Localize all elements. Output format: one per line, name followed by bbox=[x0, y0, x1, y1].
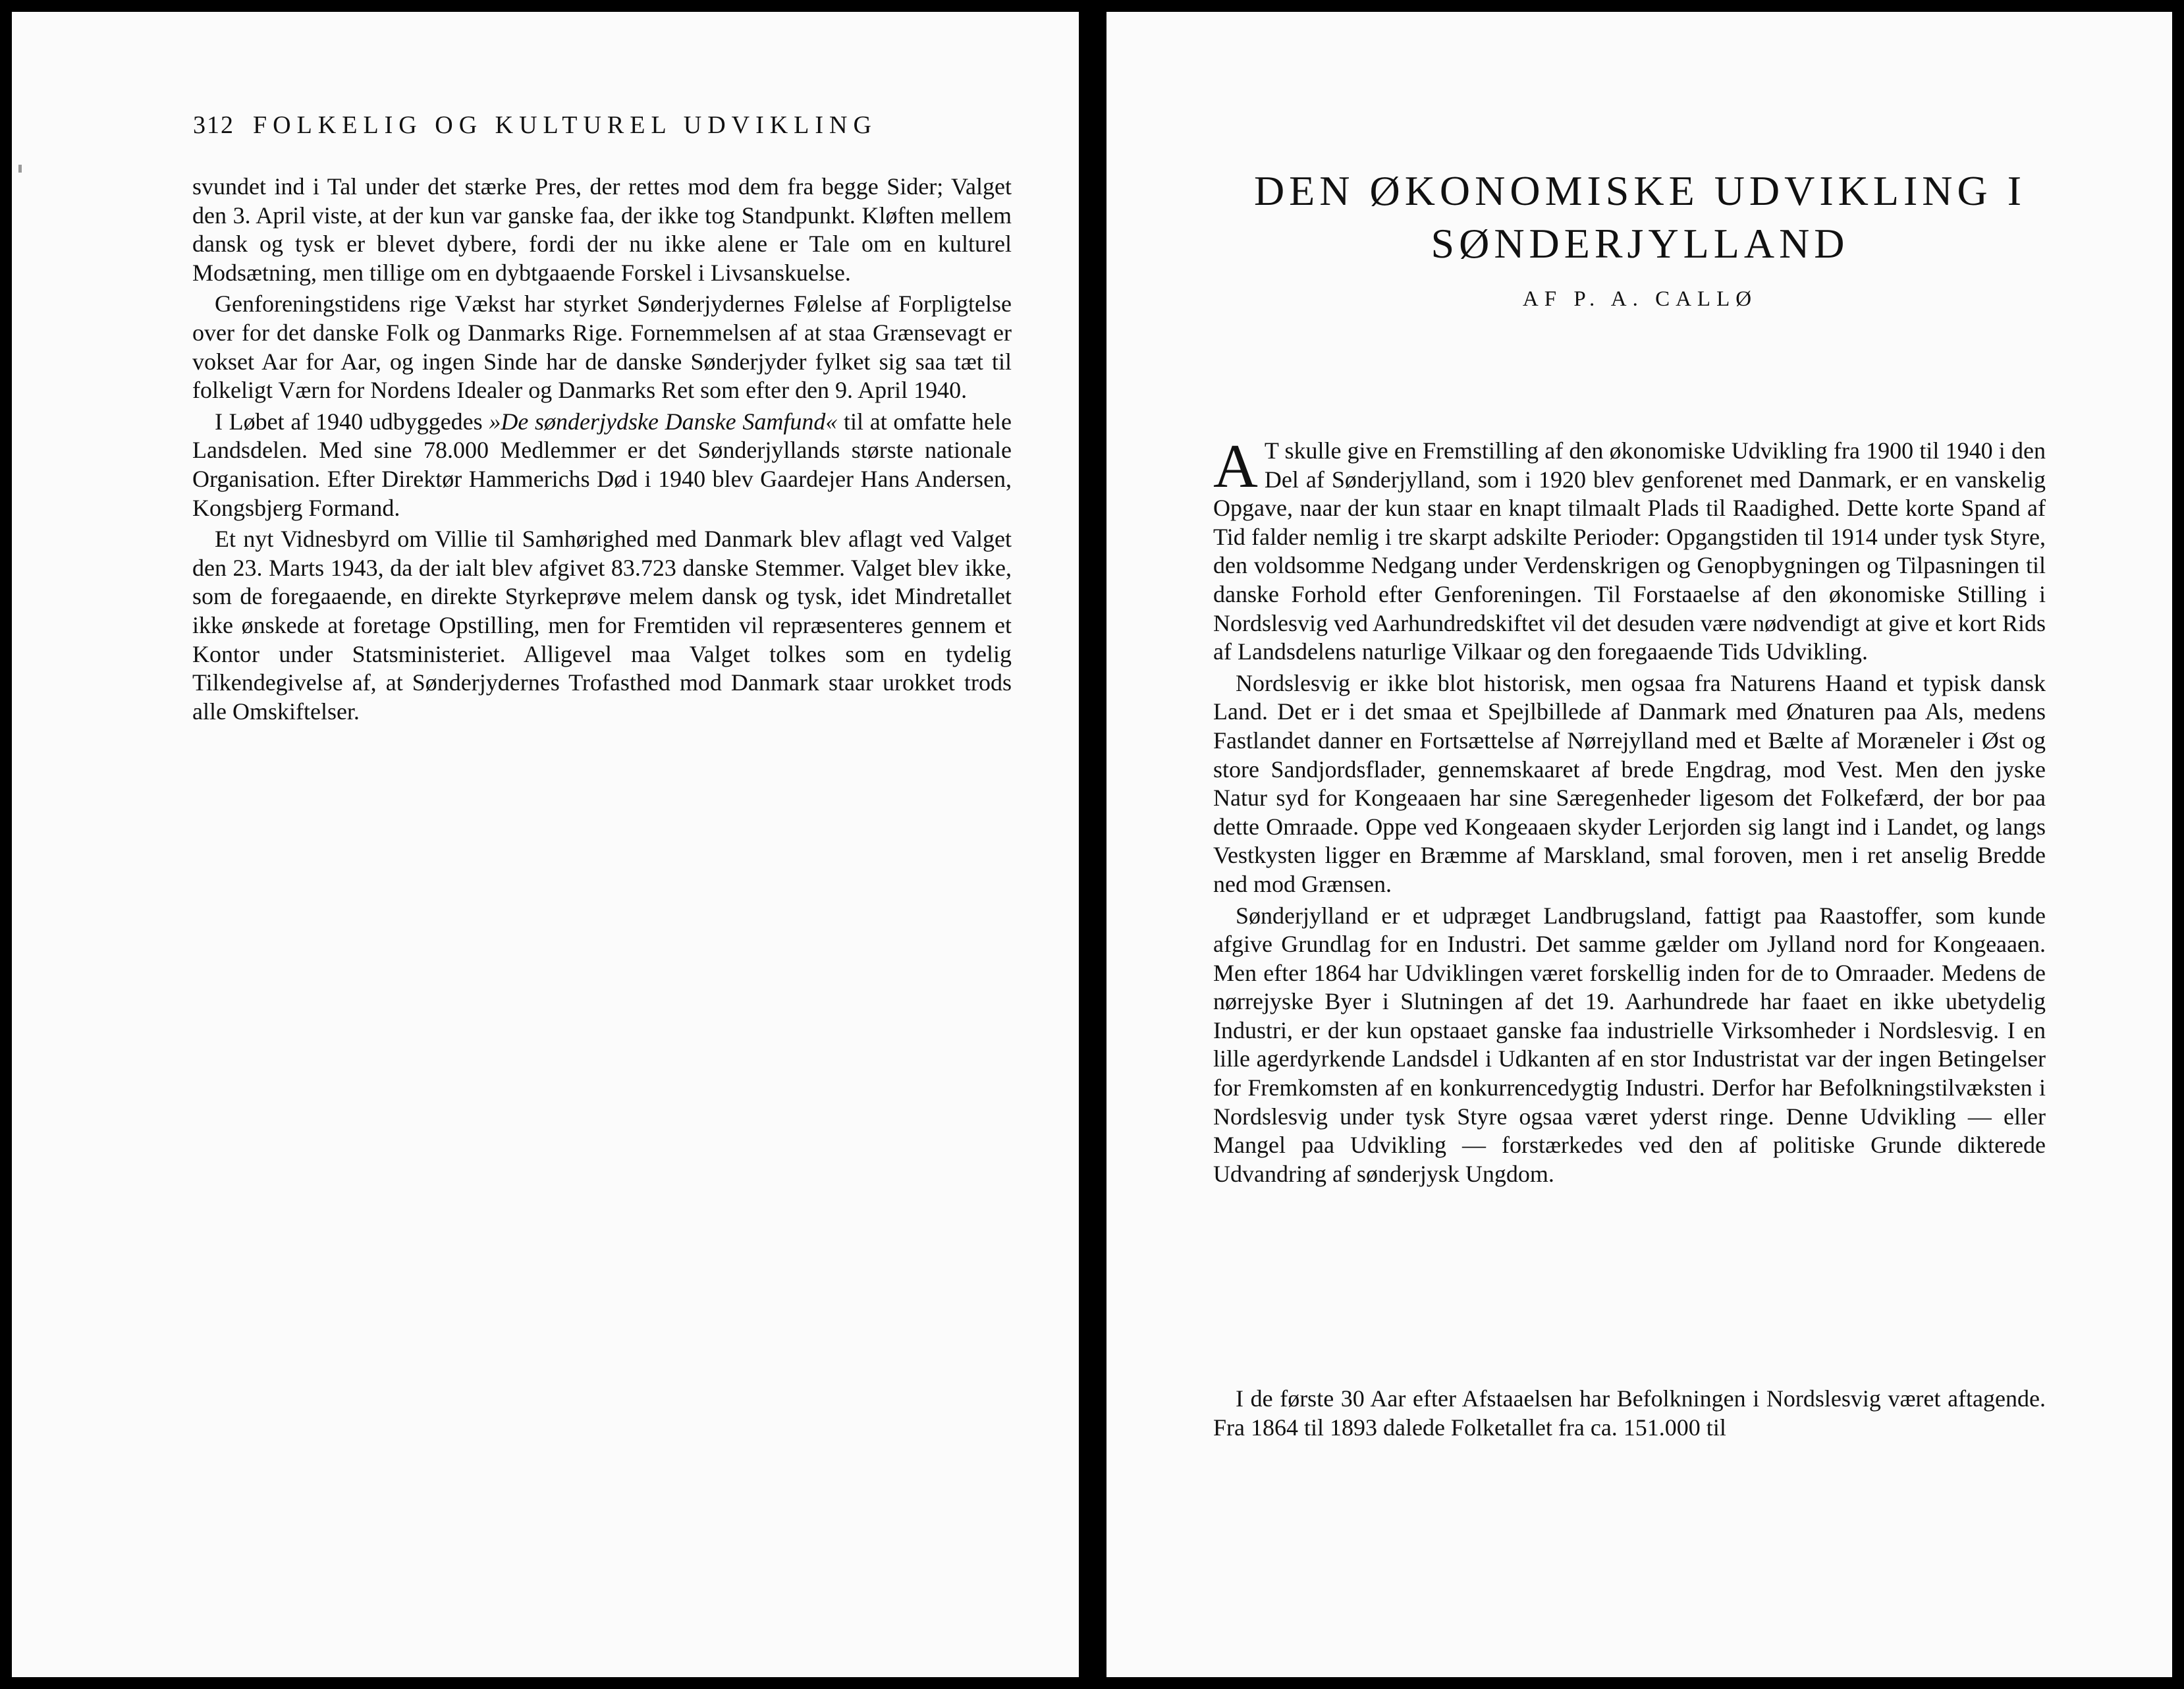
text-run: til at omfatte hele Landsdelen. Med sine 78.000 Medlemmer er det Sønderjyllands største nationale Organisation. Efter Direktør Hammerichs Død i 1940 blev Gaardejer Hans Andersen, Kongsbjerg Formand. bbox=[192, 408, 1012, 521]
title-line: SØNDERJYLLAND bbox=[1431, 220, 1849, 267]
paragraph: Sønderjylland er et udpræget Landbrugsland, fattigt paa Raastoffer, som kunde afgive Grundlag for en Industri. Det samme gælder om Jylland nord for Kongeaaen. Men efter 1864 har Udviklingen været forskellig inden for de to Omraader. Medens de nørrejyske Byer i Slutningen af det 19. Aarhundrede har faaet en ikke ubetydelig Industri, er der kun opstaaet ganske faa industrielle Virksomheder i Nordslesvig. I en lille agerdyrkende Landsdel i Udkanten af en stor Industristat var der ingen Betingelser for Fremkomsten af en konkurrencedygtig Industri. Derfor har Befolkningstilvæksten i Nordslesvig under tysk Styre ogsaa været yderst ringe. Denne Udvikling — eller Mangel paa Udvikling — forstærkedes ved den af politiske Grunde dikterede Udvandring af sønderjysk Ungdom. bbox=[1213, 902, 2046, 1187]
left-page bbox=[12, 12, 1079, 1677]
italic-title: »De sønderjydske Danske Samfund« bbox=[489, 408, 838, 435]
paragraph bbox=[1213, 432, 2046, 667]
drop-cap: A bbox=[1213, 432, 1258, 501]
running-head-title: FOLKELIG OG KULTUREL UDVIKLING bbox=[253, 111, 877, 139]
right-body-text-end bbox=[1213, 1385, 2046, 1445]
paragraph: svundet ind i Tal under det stærke Pres, der rettes mod dem fra begge Sider; Valget den 3. April viste, at der kun var ganske faa, der ikke tog Standpunkt. Kløften mellem dansk og tysk er blevet dybere, fordi der nu ikke alene er Tale om en kulturel Modsætning, men tillige om en dybtgaaende Forskel i Livsanskuelse. bbox=[192, 173, 1012, 286]
title-line: DEN ØKONOMISKE UDVIKLING I bbox=[1253, 167, 2027, 214]
paragraph: Genforeningstidens rige Vækst har styrket Sønderjydernes Følelse af Forpligtelse over for det danske Folk og Danmarks Rige. Fornemmelsen af at staa Grænsevagt er vokset Aar for Aar, og ingen Sinde har de danske Sønderjyder fylket sig saa tæt til folkeligt Værn for Nordens Idealer og Danmarks Ret som efter den 9. April 1940. bbox=[192, 291, 1012, 404]
page-margin-mark bbox=[18, 165, 22, 173]
paragraph bbox=[192, 408, 1012, 522]
text-run: I Løbet af 1940 udbyggedes bbox=[215, 408, 489, 435]
running-head bbox=[193, 111, 877, 140]
right-body-text bbox=[1213, 432, 2046, 1191]
page-number: 312 bbox=[193, 111, 234, 139]
right-page bbox=[1106, 12, 2172, 1677]
byline: AF P. A. CALLØ bbox=[1522, 287, 1758, 311]
text-run: T skulle give en Fremstilling af den økonomiske Udvikling fra 1900 til 1940 i den Del af Sønderjylland, som i 1920 blev genforenet med Danmark, er en vanskelig Opgave, naar der kun staar en knapt tilmaalt Plads til Raadighed. Dette korte Spand af Tid falder nemlig i tre skarpt adskilte Perioder: Opgangstiden til 1914 under tysk Styre, den voldsomme Nedgang under Verdenskrigen og Genopbygningen og Tilpasningen til danske Forhold efter Genforeningen. Til Forstaaelse af den økonomiske Stilling i Nordslesvig ved Aarhundredskiftet vil det desuden være nødvendigt at give et kort Rids af Landsdelens naturlige Vilkaar og den foregaaende Tids Udvikling. bbox=[1213, 437, 2046, 665]
paragraph: Et nyt Vidnesbyrd om Villie til Samhørighed med Danmark blev aflagt ved Valget den 23. Marts 1943, da der ialt blev afgivet 83.723 danske Stemmer. Valget blev ikke, som de foregaaende, en direkte Styrkeprøve melem dansk og tysk, idet Mindretallet ikke ønskede at foretage Opstilling, men for Fremtiden vil repræsenteres gennem et Kontor under Statsministeriet. Alligevel maa Valget tolkes som en tydelig Tilkendegivelse af, at Sønderjydernes Trofasthed mod Danmark staar urokket trods alle Omskiftelser. bbox=[192, 526, 1012, 725]
paragraph: Nordslesvig er ikke blot historisk, men ogsaa fra Naturens Haand et typisk dansk Land. Det er i det smaa et Spejlbillede af Danmark med Ønaturen paa Als, medens Fastlandet danner en Fortsættelse af Nørrejylland med et Bælte af Moræneler i Øst og store Sandjordsflader, gennemskaaret af brede Engdrag, mod Vest. Men den jyske Natur syd for Kongeaaen har sine Særegenheder ligesom det Folkefærd, der bor paa dette Omraade. Oppe ved Kongeaaen skyder Lerjorden sig langt ind i Landet, og langs Vestkysten ligger en Bræmme af Marskland, smal foroven, men i ret anselig Bredde ned mod Grænsen. bbox=[1213, 669, 2046, 897]
paragraph: I de første 30 Aar efter Afstaaelsen har Befolkningen i Nordslesvig været aftagende. Fra 1864 til 1893 dalede Folketallet fra ca. 151.000 til bbox=[1213, 1385, 2046, 1441]
article-title bbox=[1172, 165, 2108, 270]
left-body-text bbox=[192, 173, 1012, 729]
